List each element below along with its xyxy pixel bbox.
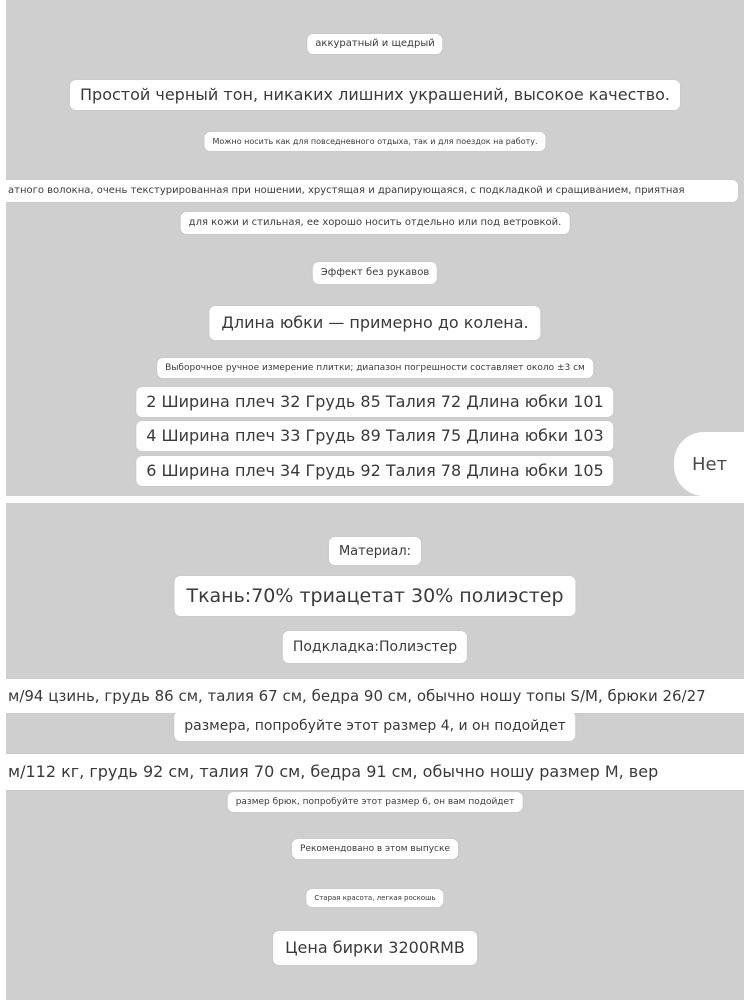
material-label: Материал: (329, 537, 421, 565)
effect-caption: Эффект без рукавов (313, 262, 437, 284)
lining-composition: Подкладка:Полиэстер (283, 631, 467, 663)
size-row-2: 2 Ширина плеч 32 Грудь 85 Талия 72 Длина юбки 101 (136, 387, 613, 417)
measure-note-caption: Выборочное ручное измерение плитки; диапазон погрешности составляет около ±3 см (157, 358, 593, 378)
recommended-caption: Рекомендовано в этом выпуске (292, 839, 458, 859)
price-tag-caption: Цена бирки 3200RMB (273, 931, 477, 965)
fabric-caption-line2: для кожи и стильная, ее хорошо носить отдельно или под ветровкой. (181, 212, 570, 234)
model2-caption-line2: размер брюк, попробуйте этот размер 6, он вам подойдет (228, 792, 523, 812)
headline-caption: Простой черный тон, никаких лишних украшений, высокое качество. (70, 80, 680, 110)
size-row-4: 4 Ширина плеч 33 Грудь 89 Талия 75 Длина юбки 103 (136, 421, 613, 451)
model1-caption-line2: размера, попробуйте этот размер 4, и он подойдет (174, 711, 575, 741)
model2-caption-line1: м/112 кг, грудь 92 см, талия 70 см, бедра 91 см, обычно ношу размер M, вер (6, 754, 744, 790)
top-panel (6, 0, 744, 496)
fabric-composition: Ткань:70% триацетат 30% полиэстер (174, 576, 575, 616)
fabric-caption-line1: атного волокна, очень текстурированная при ношении, хрустящая и драпирующаяся, с подкладкой и сращиванием, приятная (6, 180, 738, 202)
occasion-caption: Можно носить как для повседневного отдыха, так и для поездок на работу. (204, 132, 545, 151)
no-button[interactable]: Нет (674, 432, 744, 496)
tagline-caption: аккуратный и щедрый (307, 34, 442, 54)
slogan-caption: Старая красота, легкая роскошь (306, 889, 443, 907)
length-caption: Длина юбки — примерно до колена. (209, 306, 540, 340)
bottom-panel (6, 503, 744, 1000)
size-row-6: 6 Ширина плеч 34 Грудь 92 Талия 78 Длина юбки 105 (136, 456, 613, 486)
model1-caption-line1: м/94 цзинь, грудь 86 см, талия 67 см, бедра 90 см, обычно ношу топы S/M, брюки 26/27 (6, 679, 744, 713)
